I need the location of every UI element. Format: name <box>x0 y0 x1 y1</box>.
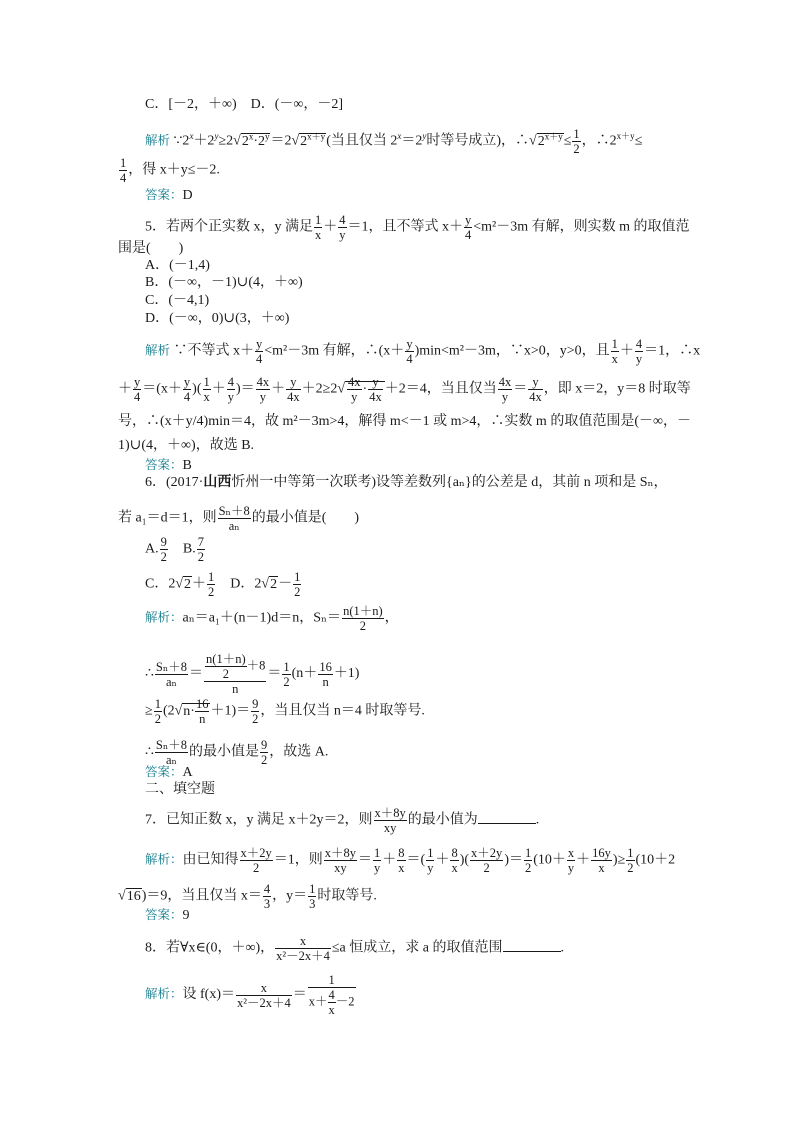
text: <m²－3m 有解，∴(x＋ <box>264 343 405 359</box>
fraction: $\frac{1}{x}$ <box>203 375 210 404</box>
fraction: $\frac{1}{x}$ <box>315 213 322 242</box>
q5-stem-line2 <box>118 240 183 258</box>
q6-options-cd: C．2√2＋ $\frac{1}{2}$ D．2√2－ $\frac{1}{2}$ <box>145 570 301 599</box>
fraction-nested: $\frac{n(1+n)}{2}$ ＋8 n <box>206 652 266 696</box>
fraction: $\frac{4x}{y}$ <box>256 375 270 404</box>
fraction: $\frac{y}{4}$ <box>134 375 141 404</box>
text: ，y＝ <box>272 888 308 904</box>
text: ，即 x＝2，y＝8 时取等 <box>543 381 691 397</box>
fraction: $\frac{y}{4x}$ <box>287 375 300 404</box>
q4-analysis-line2 <box>118 156 220 185</box>
fraction-nested: 1 x＋ $\frac{4}{x}$ －2 <box>308 973 355 1017</box>
q6-analysis-line3: ≥ $\frac{1}{2}$ (2√n· $\frac{16}{n}$ ＋1)＝ $\frac{9}{2}$ ，当且仅当 n＝4 时取等号. <box>145 697 425 726</box>
answer-value: A <box>182 765 193 780</box>
fraction: $\frac{4}{y}$ <box>635 337 643 366</box>
fraction: $\frac{1}{2}$ <box>524 846 532 875</box>
text: <m²－3m 有解，则实数 m 的取值范 <box>473 219 690 235</box>
fraction: $\frac{x+2y}{2}$ <box>471 846 503 875</box>
text: ＋2≥2 <box>301 381 338 397</box>
text: 5．若两个正实数 x，y 满足 <box>145 219 313 235</box>
fraction: $\frac{x}{y}$ <box>567 846 575 875</box>
sqrt-expr: √ $\frac{4x}{y}$ · $\frac{y}{4x}$ <box>337 381 384 397</box>
sqrt-expr: $√2^x\cdot 2^y$ <box>233 131 270 149</box>
fraction-1-4: $\frac{1}{4}$ <box>120 156 127 185</box>
analysis-label: 解析： <box>145 986 183 1002</box>
text: ＝2 <box>270 133 292 149</box>
text: 7．已知正数 x，y 满足 x＋2y＝2，则 <box>145 812 373 828</box>
text: 时等号成立)，∴ <box>426 133 530 149</box>
text: 设 f(x)＝ <box>182 987 236 1003</box>
fraction: $\frac{8}{x}$ <box>451 846 458 875</box>
q6-stem-line1 <box>145 474 668 492</box>
answer-blank <box>478 811 536 824</box>
fraction: $\frac{7}{2}$ <box>197 535 204 564</box>
answer-label: 答案： <box>145 764 183 779</box>
text: A．(－1,4) <box>145 258 210 273</box>
q8-stem: 8．若∀x∈(0，＋∞)， $\frac{x}{\text{x²－2x＋4}}$ ≤a 恒成立，求 a 的取值范围 . <box>145 934 564 963</box>
text: ＝1，则 <box>273 852 323 868</box>
fraction: $\frac{x}{\text{x²－2x＋4}}$ <box>237 980 291 1010</box>
q6-answer <box>145 763 193 782</box>
text: )( <box>192 381 202 397</box>
text: ＝(x＋ <box>142 381 182 397</box>
text: ＝1，且不等式 x＋ <box>347 219 463 235</box>
q6-analysis-line2: ∴ $\frac{\text{Sₙ＋8}}{\text{aₙ}}$ ＝ $\frac{n(1+n)}{2}$ ＋8 n ＝ $\frac{1}{2}$ (n＋ $\frac{16}{n}$ ＋1) <box>145 652 360 696</box>
q6-options-ab <box>145 535 206 564</box>
fraction: $\frac{1}{2}$ <box>154 697 161 726</box>
text: )＝ <box>236 381 255 397</box>
answer-label: 答案： <box>145 907 183 922</box>
q5-option-a <box>145 257 210 275</box>
analysis-label: 解析 <box>145 132 171 148</box>
fraction: $\frac{1}{2}$ <box>283 659 290 689</box>
q6-analysis-line1: 解析：aₙ＝a₁＋(n－1)d＝n，Sₙ＝ $\frac{n(1+n)}{2}$ ， <box>145 604 399 633</box>
fraction: $\frac{x}{\text{x²－2x＋4}}$ <box>276 934 330 963</box>
text: aₙ＝a₁＋(n－1)d＝n，Sₙ＝ <box>182 610 342 626</box>
analysis-label: 解析 <box>145 342 171 358</box>
q5-answer <box>145 456 192 475</box>
fraction: $\frac{1}{y}$ <box>374 846 381 875</box>
q5-analysis-line4 <box>118 437 254 455</box>
choice-line-cd <box>145 96 343 114</box>
fraction: $\frac{4}{3}$ <box>263 882 271 911</box>
q5-stem-line1: 5．若两个正实数 x，y 满足 $\frac{1}{x}$ ＋ $\frac{4}{y}$ ＝1，且不等式 x＋ $\frac{y}{4}$ <m²－3m 有解，则实数 m 的取值范 <box>145 213 690 242</box>
fraction: $\frac{1}{x}$ <box>611 337 618 366</box>
text: ＝1，∴x <box>644 343 701 359</box>
text: C．2 <box>145 576 176 592</box>
fraction: $\frac{x+2y}{2}$ <box>240 846 272 875</box>
answer-blank <box>503 939 561 952</box>
fraction: $\frac{16}{n}$ <box>319 659 332 689</box>
answer-label: 答案： <box>145 457 183 472</box>
q5-analysis-line2: ＋ $\frac{y}{4}$ ＝(x＋ $\frac{y}{4}$ )( $\frac{1}{x}$ ＋ $\frac{4}{y}$ )＝ $\frac{4x}{y}$ ＋ $\frac{y}{4x}$ ＋2≥2√ $\frac{4x}{y}$ · $\frac{y}{4x}$ ＋2＝4，当且仅当 $\frac{4x}{y}$ ＝ $\frac{y}{4x}$ ，即 x＝2，y＝8 时取等 <box>118 375 691 404</box>
q5-option-b <box>145 274 303 292</box>
fraction: $\frac{y}{4}$ <box>465 213 472 242</box>
text: 号，∴(x＋y/4)min＝4，故 m²－3m>4，解得 m<－1 或 m>4，∴实数 m 的取值范围是(－∞，－ <box>118 414 691 429</box>
answer-value: 9 <box>182 908 190 923</box>
text: (10＋2 <box>635 852 676 868</box>
text: 围是( ) <box>118 241 184 256</box>
text: )＝9，当且仅当 x＝ <box>141 888 262 904</box>
fraction: $\frac{x+8y}{xy}$ <box>324 846 357 875</box>
text: 忻州一中等第一次联考)设等差数列{aₙ}的公差是 d，其前 n 项和是 Sₙ， <box>231 475 668 490</box>
text: ＝2 <box>401 133 423 149</box>
text: ＋2 <box>193 133 215 149</box>
text: )min<m²－3m，∵x>0，y>0，且 <box>414 343 610 359</box>
q6-stem-line2 <box>118 504 359 533</box>
text: 若 a₁＝d＝1，则 <box>118 510 217 526</box>
q4-analysis-line1: 解析 $\because 2^x+2^y\ge 2√2^x\cdot 2^y=2√2^{x+y}$(当且仅当 $2^x=2^y$时等号成立)，$\therefore√2^{x+y}\le$ $\frac{1}{2}$ ，$\therefore 2^{x+y}\le$ <box>145 127 643 156</box>
text: 的最小值为 <box>407 812 478 828</box>
text: )≥ <box>612 852 626 868</box>
text: D．(－∞，0)∪(3，＋∞) <box>145 311 290 326</box>
fraction: $\frac{9}{2}$ <box>261 738 268 767</box>
text: 8．若∀x∈(0，＋∞)， <box>145 940 275 956</box>
text: ∵2 <box>173 133 190 149</box>
text: D．2 <box>230 576 262 592</box>
text: ，得 x＋y≤－2. <box>128 162 220 178</box>
sqrt-expr: $√2^{x+y}$ <box>291 131 326 149</box>
fraction: $\frac{9}{2}$ <box>160 535 167 564</box>
text: ≤ <box>563 133 572 149</box>
fraction: $\frac{1}{2}$ <box>208 570 215 599</box>
fraction: $\frac{y}{4}$ <box>183 375 191 404</box>
text: 由已知得 <box>182 852 239 868</box>
q7-stem: 7．已知正数 x，y 满足 x＋2y＝2，则 $\frac{x+8y}{xy}$ 的最小值为 . <box>145 806 540 835</box>
fraction: $\frac{1}{2}$ <box>294 570 301 599</box>
q7-analysis-line1: 解析：由已知得 $\frac{x+2y}{2}$ ＝1，则 $\frac{x+8y}{xy}$ ＝ $\frac{1}{y}$ ＋ $\frac{8}{x}$ ＝( $\frac{1}{y}$ ＋ $\frac{8}{x}$ )( $\frac{x+2y}{2}$ )＝ $\frac{1}{2}$ (10＋ $\frac{x}{y}$ ＋ $\frac{16y}{x}$ )≥ $\frac{1}{2}$ (10＋2 <box>145 846 676 875</box>
text: ，当且仅当 n＝4 时取等号. <box>260 703 425 719</box>
fraction: $\frac{1}{y}$ <box>427 846 434 875</box>
text-bold: 山西 <box>203 475 232 490</box>
q5-option-c <box>145 292 209 310</box>
text: B．(－∞，－1)∪(4，＋∞) <box>145 275 303 290</box>
fraction: $\frac{\text{Sₙ＋8}}{\text{aₙ}}$ <box>155 659 188 689</box>
fraction: $\frac{x+8y}{xy}$ <box>374 806 406 835</box>
text: (10＋ <box>533 852 566 868</box>
analysis-label: 解析： <box>145 851 183 867</box>
text: 二、填空题 <box>145 782 215 797</box>
fraction: $\frac{y}{4}$ <box>256 337 263 366</box>
text: ，∴2 <box>581 133 617 149</box>
fraction: $\frac{8}{x}$ <box>398 846 405 875</box>
q7-answer <box>145 906 190 925</box>
sqrt-expr: $√2^{x+y}$ <box>529 131 563 149</box>
answer-value: B <box>182 458 192 473</box>
text: ∴ <box>145 744 154 760</box>
fraction: $\frac{9}{2}$ <box>252 697 259 726</box>
fraction: $\frac{y}{4x}$ <box>529 375 542 404</box>
text: ≤ <box>634 133 643 149</box>
text: (当且仅当 2 <box>326 133 398 149</box>
text: 时取等号. <box>317 888 377 904</box>
fraction: $\frac{1}{3}$ <box>309 882 316 911</box>
fraction: $\frac{y}{4}$ <box>406 337 413 366</box>
choice-text: C．[－2，＋∞) D．(－∞，－2] <box>145 97 344 112</box>
fraction: $\frac{4x}{y}$ <box>498 375 512 404</box>
fraction: $\frac{1}{2}$ <box>627 846 634 875</box>
section-heading <box>145 781 215 799</box>
text: ≤a 恒成立，求 a 的取值范围 <box>331 940 503 956</box>
text: ≥2 <box>218 133 234 149</box>
fraction: $\frac{4}{y}$ <box>227 375 234 404</box>
fraction: $\frac{4}{y}$ <box>339 213 346 242</box>
q5-analysis-line3 <box>118 413 691 431</box>
q5-analysis-line1: 解析 ∵不等式 x＋ $\frac{y}{4}$ <m²－3m 有解，∴(x＋ $\frac{y}{4}$ )min<m²－3m，∵x>0，y>0，且 $\frac{1}{x}$ ＋ $\frac{4}{y}$ ＝1，∴x <box>145 337 701 366</box>
fraction: $\frac{\text{Sₙ＋8}}{\text{aₙ}}$ <box>218 504 250 533</box>
text: 的最小值是( ) <box>251 510 360 526</box>
answer-value: D <box>182 188 193 203</box>
q7-analysis-line2: √16)＝9，当且仅当 x＝ $\frac{4}{3}$ ，y＝ $\frac{1}{3}$ 时取等号. <box>118 882 377 911</box>
q4-answer <box>145 186 193 205</box>
text: 的最小值是 <box>189 744 260 760</box>
text: ∵不等式 x＋ <box>173 343 255 359</box>
fraction: $\frac{16y}{x}$ <box>592 846 611 875</box>
q5-option-d <box>145 310 289 328</box>
text: B. <box>182 541 196 557</box>
text: 1)∪(4，＋∞)，故选 B. <box>118 438 255 453</box>
text: ＋2＝4，当且仅当 <box>384 381 497 397</box>
fraction: $\frac{\text{Sₙ＋8}}{\text{aₙ}}$ <box>155 738 188 767</box>
q8-analysis: 解析：设 f(x)＝ $\frac{x}{\text{x²－2x＋4}}$ ＝ 1 x＋ $\frac{4}{x}$ －2 <box>145 973 355 1017</box>
fraction-1-2: $\frac{1}{2}$ <box>573 127 580 156</box>
text: ，故选 A. <box>269 744 329 760</box>
answer-label: 答案： <box>145 187 183 202</box>
text: A. <box>145 541 159 557</box>
analysis-label: 解析： <box>145 609 183 625</box>
fraction: $\frac{n(1+n)}{2}$ <box>343 604 383 633</box>
text: 6．(2017· <box>145 475 204 490</box>
text: C．(－4,1) <box>145 293 210 308</box>
